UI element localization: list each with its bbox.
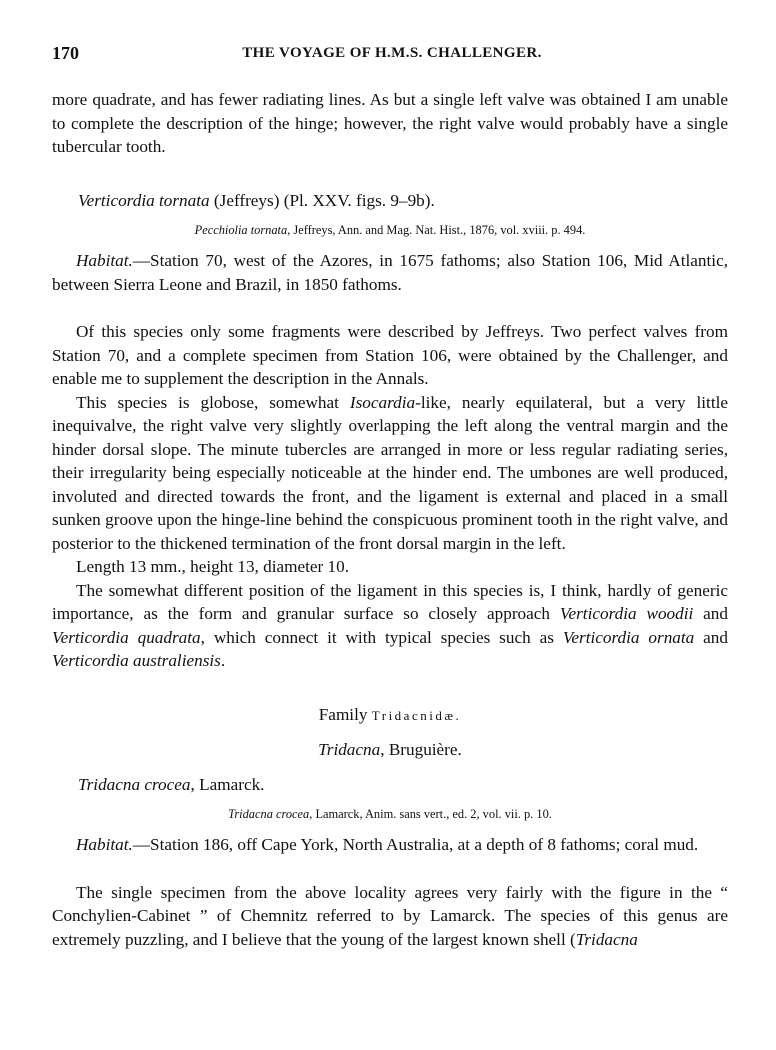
page-body bbox=[52, 88, 728, 951]
description-paragraph-1: Of this species only some fragments were described by Jeffreys. Two perfect valves from Station 70, and a complete specimen from Station 106, were obtained by the Challenger, and enable me to supplement the description in the Annals. bbox=[52, 322, 728, 388]
page-number: 170 bbox=[52, 43, 79, 63]
habitat2-text: —Station 186, off Cape York, North Australia, at a depth of 8 fathoms; coral mud. bbox=[132, 835, 699, 854]
species-name: Verticordia tornata bbox=[78, 190, 210, 210]
para3-text-a: The somewhat different position of the ligament in this species is, I think, hardly of generic importance, as the form and granular surface so closely approach bbox=[52, 580, 728, 623]
para3-text-c: , which connect it with typical species such as bbox=[200, 627, 563, 647]
running-title: THE VOYAGE OF H.M.S. CHALLENGER. bbox=[242, 45, 542, 61]
synonym2-name: Tridacna crocea bbox=[228, 807, 310, 821]
para2-text-b: -like, nearly equilateral, but a very little inequivalve, the right valve very slightly overlapping the left along the ventral margin and the hinder dorsal slope. The minute tubercles are arranged in more or less regular radiating series, their irregularity being especially noticeable at the hinder end. The umbones are well produced, involuted and directed towards the front, and the ligament is external and placed in a small sunken groove upon the hinge-line behind the conspicuous prominent tooth in the right valve, and posterior to the thickened termination of the front dorsal margin in the left. bbox=[52, 392, 728, 553]
para3-italic-2: Verticordia quadrata bbox=[52, 627, 201, 647]
family-heading bbox=[52, 703, 728, 728]
synonym-line-2 bbox=[52, 805, 728, 823]
genus-heading bbox=[52, 738, 728, 762]
para3-text-b: and bbox=[693, 604, 728, 623]
para3-italic-4: Verticordia australiensis bbox=[52, 651, 221, 670]
description-paragraph-2 bbox=[52, 391, 728, 556]
para2-italic: Isocardia bbox=[349, 392, 416, 412]
species-heading-verticordia-tornata bbox=[52, 189, 728, 213]
species2-author: , Lamarck. bbox=[190, 774, 265, 794]
para4-text-a: The single specimen from the above locality agrees very fairly with the figure in the “ Conchylien-Cabinet ” of Chemnitz referred to by Lamarck. The species of this genus are extremely puzzling, and I believe that the young of the largest known shell ( bbox=[52, 882, 728, 949]
habitat2-label: Habitat. bbox=[76, 835, 133, 854]
description-paragraph-3 bbox=[52, 579, 728, 673]
measurements: Length 13 mm., height 13, diameter 10. bbox=[76, 557, 350, 576]
para3-italic-3: Verticordia ornata bbox=[562, 627, 695, 647]
synonym-reference: , Jeffreys, Ann. and Mag. Nat. Hist., 1876, vol. xviii. p. 494. bbox=[287, 223, 586, 237]
para4-italic: Tridacna bbox=[575, 929, 638, 949]
family-prefix: Family bbox=[318, 704, 372, 724]
family-name: Tridacnidæ. bbox=[371, 707, 462, 723]
genus-author: , Bruguière. bbox=[380, 740, 462, 759]
habitat-text: —Station 70, west of the Azores, in 1675 fathoms; also Station 106, Mid Atlantic, between Sierra Leone and Brazil, in 1850 fathoms. bbox=[52, 251, 728, 294]
intro-paragraph: more quadrate, and has fewer radiating lines. As but a single left valve was obtained I am unable to complete the description of the hinge; however, the right valve would probably have a single tubercular tooth. bbox=[52, 90, 728, 156]
synonym-line bbox=[52, 221, 728, 239]
synonym-name: Pecchiolia tornata bbox=[194, 223, 288, 237]
species-heading-tridacna-crocea bbox=[52, 773, 728, 797]
description-paragraph-4 bbox=[52, 881, 728, 952]
habitat-paragraph bbox=[52, 249, 728, 296]
species2-name: Tridacna crocea bbox=[78, 774, 191, 794]
synonym2-reference: , Lamarck, Anim. sans vert., ed. 2, vol. vii. p. 10. bbox=[309, 807, 552, 821]
genus-name: Tridacna bbox=[318, 740, 381, 759]
para3-text-d: and bbox=[694, 627, 728, 647]
species-author: (Jeffreys) (Pl. XXV. figs. 9–9b). bbox=[209, 190, 435, 210]
para3-italic-1: Verticordia woodii bbox=[559, 604, 694, 623]
page-header bbox=[52, 43, 732, 67]
habitat-label: Habitat. bbox=[76, 251, 133, 270]
habitat-paragraph-2 bbox=[52, 833, 728, 857]
para3-text-e: . bbox=[220, 651, 226, 670]
para2-text-a: This species is globose, somewhat bbox=[76, 392, 350, 412]
